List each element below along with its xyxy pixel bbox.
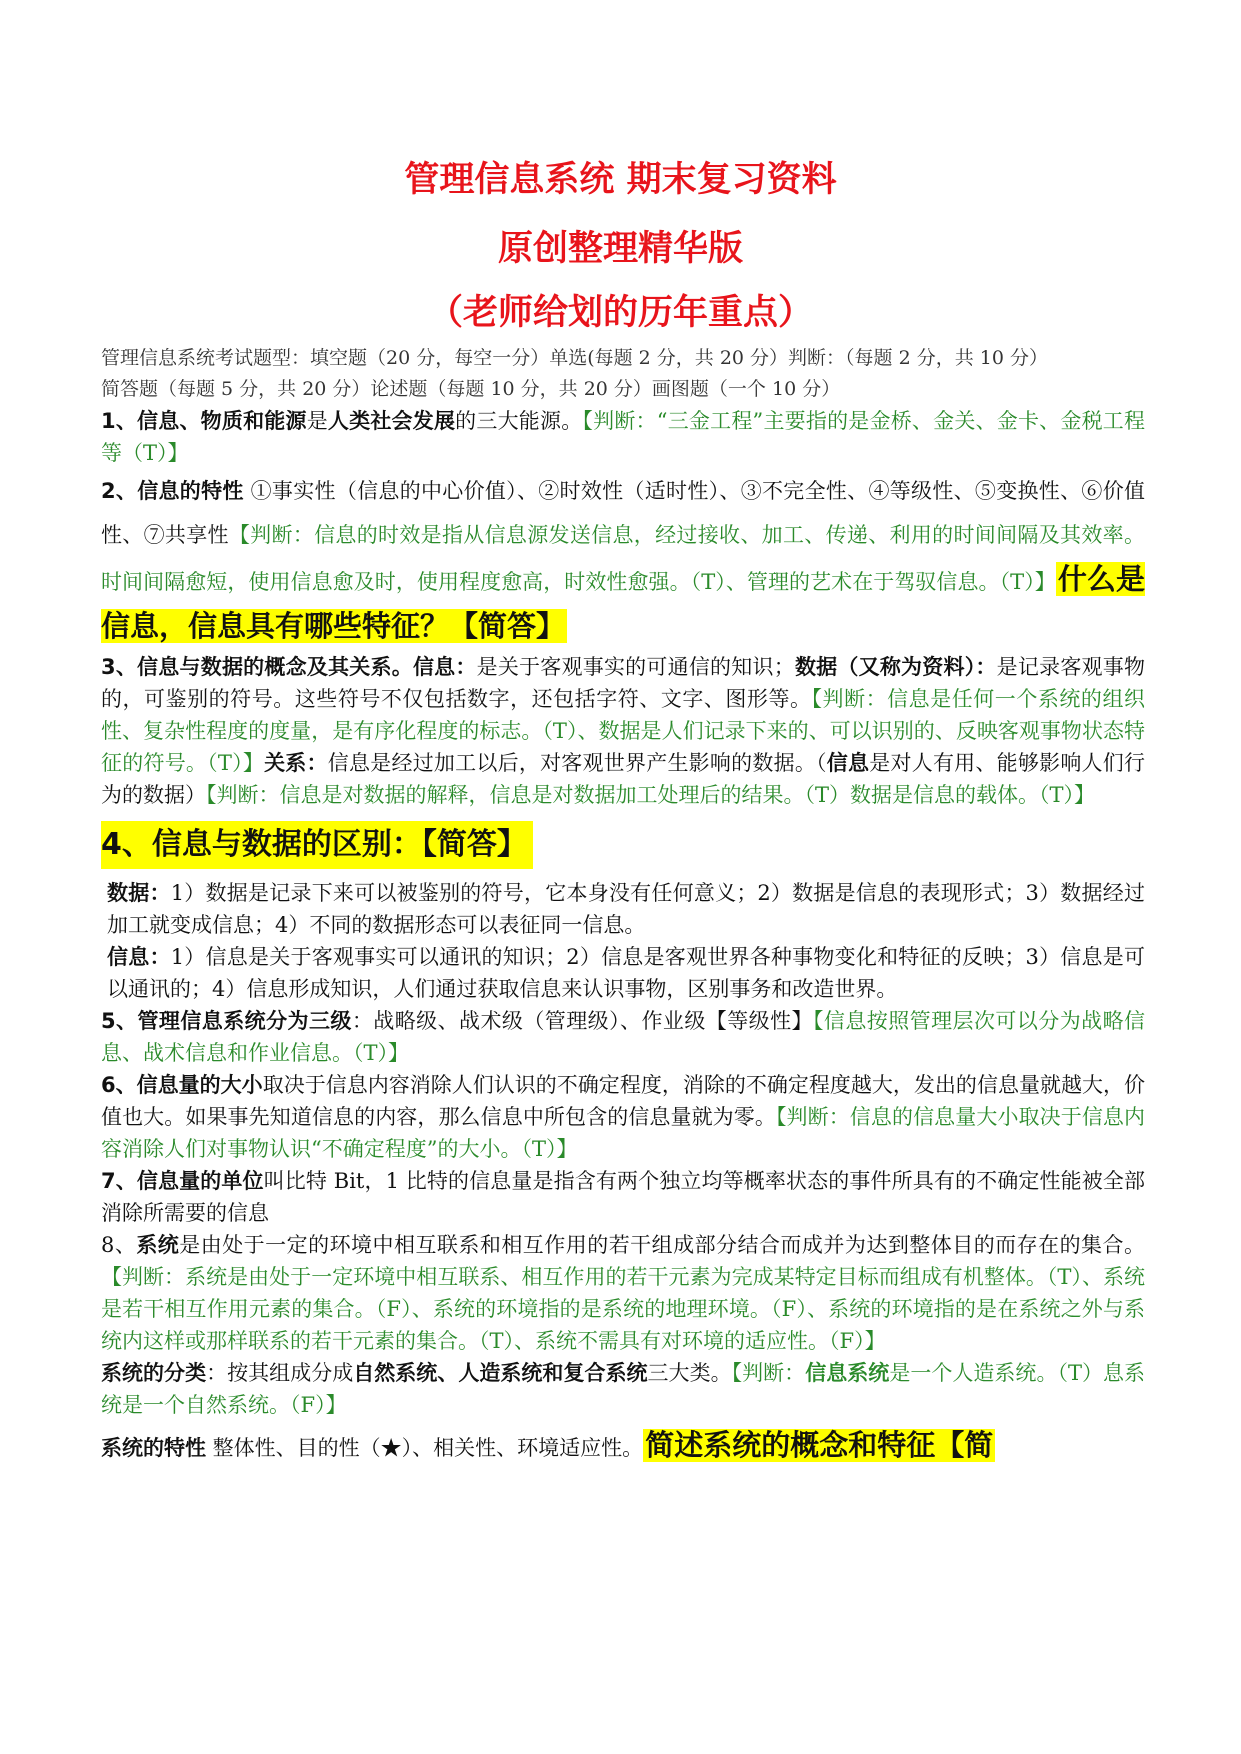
- section-6: [101, 1069, 1145, 1165]
- text: 1）信息是关于客观事实可以通讯的知识；2）信息是客观世界各种事物变化和特征的反映；3）信息是可以通讯的；4）信息形成知识，人们通过获取信息来认识事物，区别事务和改造世界。: [107, 945, 1145, 1001]
- highlighted-question: 简述系统的概念和特征【简: [645, 1429, 994, 1462]
- text: 取决于信息内容消除人们认识的不确定程度，消除的不确定程度越大，发出的信息量就越大，价值也大。如果事先知道信息的内容，那么信息中所包含的信息量就为零。: [101, 1073, 1145, 1129]
- judgment-note: 【判断：系统是由处于一定环境中相互联系、相互作用的若干元素为完成某特定目标而组成有机整体。（T）、系统是若干相互作用元素的集合。（F）、系统的环境指的是系统的地理环境。（F）、系统的环境指的是在系统之外与系统内这样或那样联系的若干元素的集合。（T）、系统不需具有对环境的适应性。（F）】: [101, 1265, 1145, 1353]
- section-7: [101, 1165, 1145, 1229]
- section-3-heading: 3、信息与数据的概念及其关系。信息：: [101, 655, 477, 679]
- text: ①事实性（信息的中心价值）、②时效性（适时性）、③不完全性、④等级性、⑤变换性、⑥价值性、⑦共享性: [101, 479, 1145, 547]
- text: 8、: [101, 1233, 137, 1257]
- bold-term: 数据（又称为资料）：: [794, 655, 997, 679]
- section-10: [101, 1429, 1145, 1464]
- judgment-note: 【判断：: [731, 1361, 806, 1385]
- judgment-note: 【信息按照管理层次可以分为战略信息、战术信息和作业信息。（T）】: [101, 1009, 1146, 1065]
- text: 叫比特 Bit，1 比特的信息量是指含有两个独立均等概率状态的事件所具有的不确定性能被全部消除所需要的信息: [101, 1169, 1145, 1225]
- document-subtitle-note: （老师给划的历年重点）: [427, 293, 813, 333]
- bold-term: 信息: [826, 751, 870, 775]
- section-5: [101, 1005, 1145, 1069]
- exam-format-line2: 简答题（每题 5 分，共 20 分）论述题（每题 10 分，共 20 分）画图题（一个 10 分）: [101, 378, 841, 400]
- section-1-heading: 1、信息、物质和能源: [101, 409, 307, 433]
- judgment-note: 【判断：信息是任何一个系统的组织性、复杂性程度的度量，是有序化程度的标志。（T）、数据是人们记录下来的、可以识别的、反映客观事物状态特征的符号。（T）】: [101, 687, 1145, 775]
- section-4: [101, 821, 1145, 869]
- text: 是: [306, 409, 328, 433]
- text: ：战略级、战术级（管理级）、作业级【等级性】: [351, 1009, 813, 1033]
- section-4-info: [101, 941, 1145, 1005]
- document-subtitle: 原创整理精华版: [497, 229, 743, 269]
- highlighted-question: 什么是信息，信息具有哪些特征？【简答】: [101, 562, 1145, 643]
- text: 是对人有用、能够影响人们行为的数据）: [101, 751, 1146, 807]
- section-4-data: [101, 877, 1145, 941]
- judgment-note: 是一个人造系统。（T）息系统是一个自然系统。（F）】: [101, 1361, 1146, 1417]
- section-1: [101, 405, 1145, 469]
- text: 信息是经过加工以后，对客观世界产生影响的数据。（: [327, 751, 827, 775]
- bold-term: 系统的特性: [101, 1436, 206, 1460]
- bold-term: 数据：: [107, 881, 171, 905]
- bold-term: 信息系统: [805, 1361, 890, 1385]
- section-8: [101, 1229, 1145, 1357]
- text: 是记录客观事物的，可鉴别的符号。这些符号不仅包括数字，还包括字符、文字、图形等。: [101, 655, 1146, 711]
- judgment-note: 【判断：信息的信息量大小取决于信息内容消除人们对事物认识“不确定程度”的大小。（T）】: [101, 1105, 1145, 1161]
- bold-term: 系统的分类: [101, 1361, 207, 1385]
- bold-term: 信息：: [107, 945, 171, 969]
- bold-term: 自然系统、人造系统和复合系统: [353, 1361, 648, 1385]
- document-title: 管理信息系统 期末复习资料: [404, 160, 837, 200]
- text: 整体性、目的性（★）、相关性、环境适应性。: [206, 1436, 644, 1460]
- text: 1）数据是记录下来可以被鉴别的符号，它本身没有任何意义；2）数据是信息的表现形式；3）数据经过加工就变成信息；4）不同的数据形态可以表征同一信息。: [107, 881, 1145, 937]
- text: 的三大能源。: [455, 409, 583, 433]
- text: 是由处于一定的环境中相互联系和相互作用的若干组成部分结合而成并为达到整体目的而存在的集合。: [179, 1233, 1146, 1257]
- section-5-heading: 5、管理信息系统分为三级: [101, 1009, 352, 1033]
- exam-format-line1: 管理信息系统考试题型：填空题（20 分，每空一分）单选(每题 2 分，共 20 分）判断：（每题 2 分，共 10 分）: [101, 347, 1048, 369]
- text: 三大类。: [647, 1361, 732, 1385]
- section-7-heading: 7、信息量的单位: [101, 1169, 264, 1193]
- bold-term: 人类社会发展: [327, 409, 456, 433]
- bold-term: 系统: [136, 1233, 180, 1257]
- judgment-note: 【判断：信息的时效是指从信息源发送信息，经过接收、加工、传递、利用的时间间隔及其效率。时间间隔愈短，使用信息愈及时，使用程度愈高，时效性愈强。（T）、管理的艺术在于驾驭信息。（T）】: [101, 523, 1145, 594]
- section-2: [101, 469, 1145, 651]
- text: 是关于客观事实的可通信的知识；: [476, 655, 795, 679]
- document-body: [101, 343, 1145, 1464]
- section-4-heading: 4、信息与数据的区别：【简答】: [101, 821, 533, 869]
- section-9: [101, 1357, 1145, 1421]
- judgment-note: 【判断：“三金工程”主要指的是金桥、金关、金卡、金税工程等（T）】: [101, 409, 1146, 465]
- bold-term: 关系：: [264, 751, 328, 775]
- section-3: [101, 651, 1145, 811]
- text: ：按其组成分成: [206, 1361, 354, 1385]
- judgment-note: 【判断：信息是对数据的解释，信息是对数据加工处理后的结果。（T）数据是信息的载体。（T）】: [206, 783, 1096, 807]
- section-2-heading: 2、信息的特性: [101, 479, 244, 503]
- section-6-heading: 6、信息量的大小: [101, 1073, 263, 1097]
